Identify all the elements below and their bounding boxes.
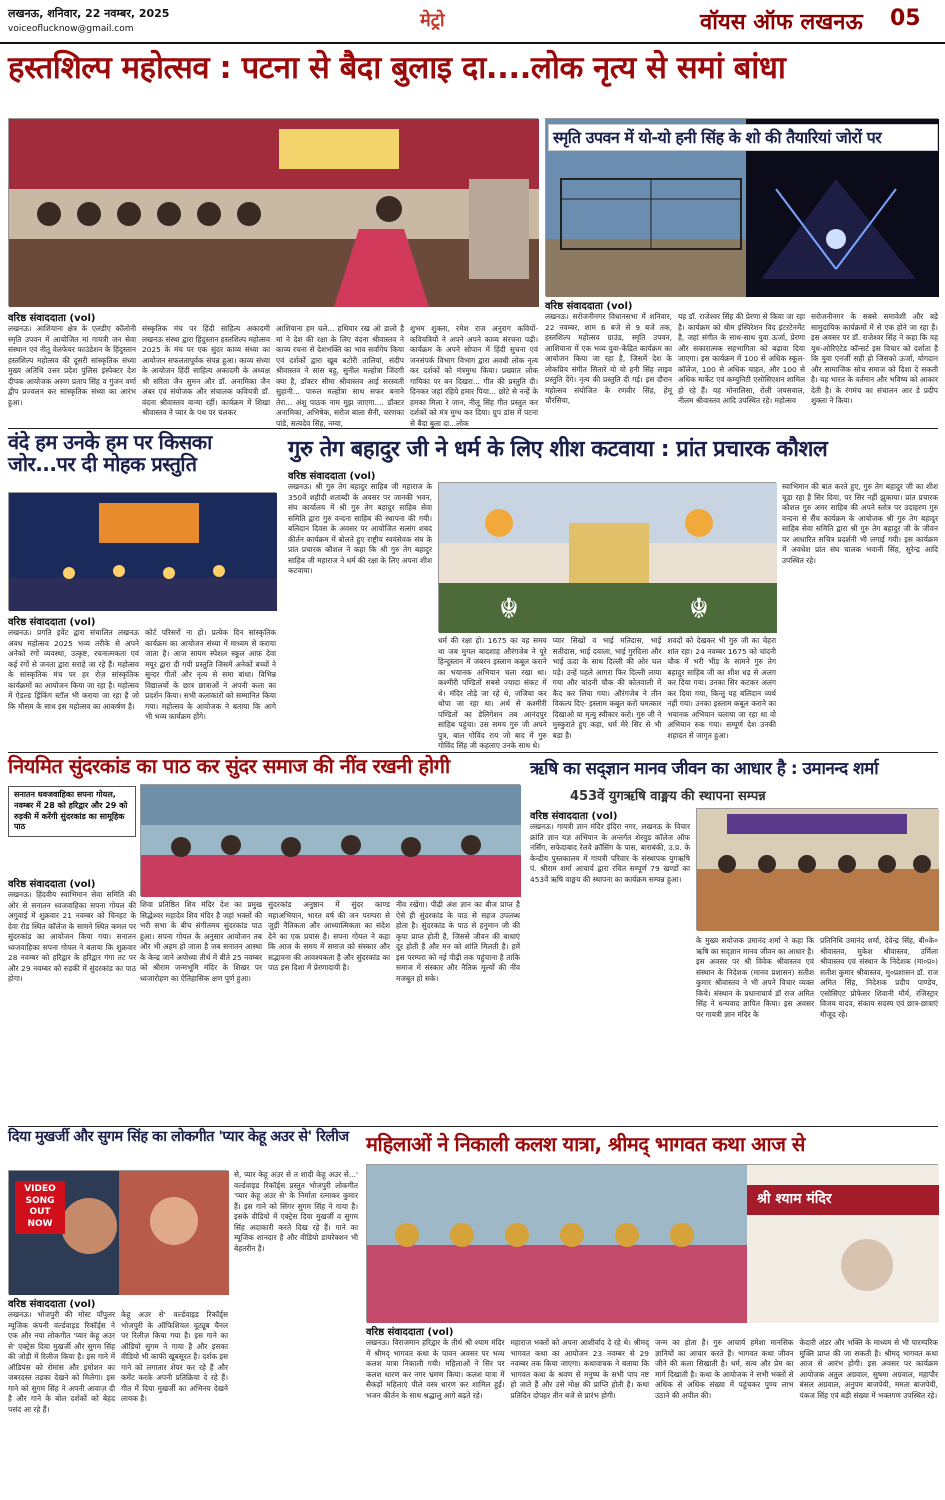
story8-body xyxy=(366,1338,938,1490)
svg-text:☬: ☬ xyxy=(689,592,709,625)
story1-byline: वरिष्ठ संवाददाता (vol) xyxy=(8,313,96,324)
story3-col: लखनऊ। प्रगति इवेंट द्वारा संचालित लखनऊ अवध महोत्सव 2025 भव्य तरीके से अपने अनेकों रंगों व्यवस्था, उत्कृष्ट, रचनात्मकता एवं कई रंगों से जनता द्वारा सराहे जा रहे हैं। महोत्सव के सांस्कृतिक मंच पर हर रोज़ सांस्कृतिक कार्यक्रमों का आयोजन किया जा रहा है। महोत्सव में ऐडल्ड ड्रिंकिंग स्टॉल भी कराया जा रहा है जो कि मौसम के साथ इस महोत्सव का आकर्षण है। xyxy=(8,628,139,711)
story3-byline: वरिष्ठ संवाददाता (vol) xyxy=(8,617,96,628)
story6-body-right xyxy=(696,936,938,1122)
story8-byline: वरिष्ठ संवाददाता (vol) xyxy=(366,1327,454,1338)
story5-body-right xyxy=(396,900,520,1122)
story7-body-left xyxy=(8,1310,228,1490)
story4-photo-art xyxy=(439,483,777,633)
story6-col: के मुख्य सयोजक उमानंद शर्मा ने कहा कि ऋषि का सद्ज्ञान मानव जीवन का आधार है। इस अवसर पर श्री विवेक श्रीवास्तव एवं संस्थान के निदेशक (मानव प्रशासन) सतीश कुमार श्रीवास्तव ने भी अपने विचार व्यक्त किये। संस्थान के प्रधानाचार्य डॉ राज अमित सिंह ने धन्यवाद ज्ञापित किया। इस अवसर पर गायत्री ज्ञान मंदिर के xyxy=(696,936,814,1019)
story4-byline: वरिष्ठ संवाददाता (vol) xyxy=(288,471,376,482)
story4-body-left xyxy=(288,482,432,748)
story4-col: लखनऊ। श्री गुरु तेग बहादुर साहिब जी महाराज के 350वें शहीदी शताब्दी के अवसर पर जानकी भवन, संघ कार्यालय में श्री गुरु तेग बहादुर साहिब सेवा समिति द्वारा गुरु वन्दना साहिब की स्थापना की गयी। बलिदान दिवस के अवसर पर आयोजित सत्संग शबद कीर्तन कार्यक्रम में बोलते हुए राष्ट्रीय स्वयंसेवक संघ के प्रांत प्रचारक कौशल ने कहा कि श्री गुरु तेग बहादुर साहिब जी महाराज ने धर्म की रक्षा के लिए अपना शीश कटवाया। xyxy=(288,482,432,576)
story8-banner-text: श्री श्याम मंदिर xyxy=(757,1191,832,1207)
story3-headline: वंदे हम उनके हम पर किसका जोर...पर दी मोहक प्रस्तुति xyxy=(8,430,212,476)
story6-subhead: 453वें युगऋषि वाङ्मय की स्थापना सम्पन्न xyxy=(570,789,766,804)
divider xyxy=(8,1126,938,1127)
svg-text:☬: ☬ xyxy=(499,592,519,625)
story6-col: प्रतिनिधि उमानंद शर्मा, देवेन्द्र सिंह, बी०के० श्रीवास्तव, मुकेश श्रीवास्तव, उर्मिला श्रीवास्तव एवं संस्थान के निदेशक (मा०प्र०) सतीश कुमार श्रीवास्तव, मु०प्रशासन डॉ. राज अमित सिंह, निदेशक प्रदीप पाण्डेय, एसोसिएट प्रोफेसर शिवानी मौर्य, रजिस्ट्रार विजय यादव, संकाय सदस्य एवं छात्र-छात्राएं मौजूद रहे। xyxy=(820,936,938,1019)
story5-photo xyxy=(140,784,520,896)
story5-col: नीव रखेगा। पीढ़ी अंश ज्ञान का बीज प्राप्त है ऐसे ही सुंदरकांड के पाठ से सहज उपलब्ध होता है। सुंदरकांड के पाठ से हनुमान जी की कृपा प्राप्त होती है, जिससे जीवन की बाधाएं दूर होती हैं और मन को शांति मिलती है। हमें इस परम्परा को नई पीढ़ी तक पहुंचाना है ताकि समाज में संस्कार और नैतिक मूल्यों की नींव मजबूत हो सके। xyxy=(396,900,520,983)
story5-body-left xyxy=(8,890,136,1122)
story3-col: कोर्ट परिसरों ना हो। प्रत्येक दिन सांस्कृतिक कार्यक्रम का आयोजन संध्या में माध्यम से कराया जाता है। आज सायम स्पेशल स्कूल आफ़ देवा मयूर द्वारा दी गयी प्रस्तुति जिसमें अनेकों बच्चों ने सुन्दर गीतों और नृत्य से समा बांधा। विभिन्न विद्यालयों के छात्र छात्राओं ने अपनी कला का प्रदर्शन किया। सभी कलाकारों को सम्मानित किया गया। महोत्सव के आयोजक ने बताया कि आगे भी भव्य कार्यक्रम होंगे। xyxy=(145,628,276,722)
story3-body xyxy=(8,628,276,750)
story4-col: शवदों को देखकर भी गुरु जी का चेहरा शांत रहा। 24 नवम्बर 1675 को चांदनी चौक में भरी भीड़ के सामने गुरु तेग बहादुर साहिब जी का शीश धड़ से अलग कर दिया गया। उनका सिर कटकर अलग कर दिया गया, किन्तु यह बलिदान व्यर्थ नहीं गया। उनका इस्लाम कबूल कराने का भयानक अभियान चलाया जा रहा था वो अभियान रुक गया। सम्पूर्ण देश उनकी शहादत से जागृत हुआ। xyxy=(667,636,777,740)
dateline: लखनऊ, शनिवार, 22 नवम्बर, 2025 xyxy=(8,7,170,20)
story8-col: महाराज भक्तों को अपना आशीर्वाद दे रहे थे। श्रीमद् भागवत कथा का आयोजन 23 नवम्बर से 29 नवम्बर तक किया जाएगा। कथावाचक ने बताया कि भागवत कथा के श्रवण से मनुष्य के सभी पाप नष्ट हो जाते हैं और उसे मोक्ष की प्राप्ति होती है। कथा प्रतिदिन दोपहर तीन बजे से प्रारंभ होगी। xyxy=(510,1338,649,1400)
story8-headline: महिलाओं ने निकाली कलश यात्रा, श्रीमद् भागवत कथा आज से xyxy=(366,1132,805,1156)
story8-photo xyxy=(366,1164,938,1322)
story7-byline: वरिष्ठ संवाददाता (vol) xyxy=(8,1299,96,1310)
email: voiceoflucknow@gmail.com xyxy=(8,24,134,34)
brand-name: वॉयस ऑफ लखनऊ xyxy=(700,10,863,35)
story4-headline: गुरु तेग बहादुर जी ने धर्म के लिए शीश कटवाया : प्रांत प्रचारक कौशल xyxy=(288,437,828,462)
story8-col: जन्म का होता है। गुरु आचार्य हमेशा मानसिक ज्ञानियों का आचार करते हैं। भागवत कथा जीवन जीने की कला सिखाती है। धर्म, सत्य और प्रेम का मार्ग दिखाती है। कथा के आयोजक ने सभी भक्तों से अधिक से अधिक संख्या में पहुंचकर पुण्य लाभ उठाने की अपील की। xyxy=(655,1338,794,1400)
story2-col: लखनऊ। सरोजनीनगर विधानसभा में शनिवार, 22 नवम्बर, शाम 6 बजे से 9 बजे तक, हस्तशिल्प महोत्सव ग्राउंड, स्मृति उपवन, आशियाना में एक भव्य युवा-केंद्रित कार्यक्रम का आयोजन किया जा रहा है, जिसमें देश के लोकप्रिय संगीत सितारे यो यो हनी सिंह लाइव प्रस्तुति देंगे। नृत्य की प्रस्तुति दी गई। इस दौरान महोत्सव संयोजित के रणवीर सिंह, हेमू चौरसिया, xyxy=(545,312,672,406)
story5-col: शिवा प्रतिष्ठित शिव मंदिर देश का प्रमुख सिद्धेश्वर महादेव शिव मंदिर है जहां भक्तों की भरी सभा के बीच संगीतमय सुंदरकांड पाठ हुआ। सपना गोयल के अनुसार आयोजन तब और भी अहम हो जाता है जब सनातन आस्था के केन्द्र जाने अयोध्या तीर्थ में बीते 25 नवम्बर को श्रीराम जन्मभूमि मंदिर के शिखर पर ध्वजारोहण का ऐतिहासिक क्षण पूर्ण हुआ। xyxy=(140,900,262,983)
story6-photo-art xyxy=(697,809,939,931)
story5-callout: सनातन धवजवाहिका सपना गोयल, नवम्बर में 28 को हरिद्वार और 29 को रुड़की में करेंगी सुंदरकांड का सामूहिक पाठ xyxy=(8,786,136,837)
story7-body-right xyxy=(234,1170,358,1490)
story1-photo-art xyxy=(9,119,539,307)
divider xyxy=(8,752,938,753)
story4-body-right xyxy=(782,482,938,748)
story7-col: से, प्यार केहू अउर से त शादी केहू अउर से...' वर्ल्डवाइड रिकॉर्ड्स प्रस्तुत भोजपुरी लोकगीत 'प्यार केहू अउर से' के निर्माता रत्नाकर कुमार हैं। इस गाने को सिंगर सुगम सिंह ने गाया है। इसके वीडियो में एक्ट्रेस दिया मुखर्जी व सुगम सिंह अदाकारी करते दिख रहे हैं। गाने का म्यूजिक शानदार है और वीडियो डायरेक्शन भी बेहतरीन है। xyxy=(234,1170,358,1253)
story1-col: शुभम शुक्ला, रमेश राज अनुराग कवियों-कवियत्रियों ने अपने अपने काव्य संरचना पढ़ी। कार्यक्रम के अपने सोपान में हिंदी सुचना एवं जनसंपर्क विभाग विभाग द्वारा अवधी लोक नृत्य कर दर्शकों को मंत्रमुग्ध किया। प्रख्यात लोक गायिका पर बन दिखरा... गीत की प्रस्तुति दी। दिनकर जहां रहिये हमार पिया... छोटे से नन्हें के हमका मिला रे जान, नीलू सिंह गीत प्रस्तुत कर दर्शकों को मंत्र मुग्ध कर दिया। ग्रुप डांस में पटना से बैदा बुला दा...लोक xyxy=(410,324,538,428)
story6-body-left xyxy=(530,822,690,1022)
story5-photo-art xyxy=(141,785,521,897)
story8-col: लखनऊ। विराजमान हरिद्वार के तीर्थ श्री श्याम मंदिर में श्रीमद् भागवत कथा के पावन अवसर पर भव्य कलश यात्रा निकाली गयी। महिलाओं ने सिर पर कलश धारण कर नगर भ्रमण किया। कलश यात्रा में सैकड़ों महिलाएं पीले वस्त्र धारण कर शामिल हुईं। भजन कीर्तन के साथ श्रद्धालु आगे बढ़ते रहे। xyxy=(366,1338,505,1400)
story2-byline: वरिष्ठ संवाददाता (vol) xyxy=(545,301,633,312)
story1-photo xyxy=(8,118,538,306)
story6-col: लखनऊ। गायत्री ज्ञान मंदिर इंदिरा नगर, लखनऊ के विचार क्रांति ज्ञान यज्ञ अभियान के अन्तर्गत शेरवुड कॉलेज ऑफ नर्सिंग, सफेदाबाद रेलवे क्रॉसिंग के पास, बाराबंकी, उ.प्र. के केन्द्रीय पुस्तकालय में गायत्री परिवार के संस्थापक युगऋषि पं. श्रीराम शर्मा आचार्य द्वारा रचित सम्पूर्ण 79 खण्डों का 453वें ऋषि वाङ्मय की स्थापना का कार्यक्रम सम्पन्न हुआ। xyxy=(530,822,690,884)
masthead xyxy=(0,0,945,44)
story8-photo-art xyxy=(367,1165,939,1323)
story1-headline: हस्तशिल्प महोत्सव : पटना से बैदा बुलाइ दा....लोक नृत्य से समां बांधा xyxy=(8,50,786,86)
story5-body-mid xyxy=(140,900,390,1122)
story2-col: सरोजनीनगर के सबसे समावेशी और बड़े सामुदायिक कार्यक्रमों में से एक होने जा रहा है। इस अवसर पर डॉ. राजेश्वर सिंह ने कहा कि यह यूथ-ओरिएंटेड कॉन्सर्ट इस विचार को दर्शाता है कि युवा एनर्जी सही हो जिसको ऊर्जा, योगदान और सामाजिक सोच समाज को दिशा दे सकती है। यह भारत के वर्तमान और भविष्य को आकार देती है। के रंगमंच का संचालन आर डे प्रदीप शुक्ला ने किया। xyxy=(811,312,938,406)
story1-col: संस्कृतिक मंच पर हिंदी साहित्य अकादमी लखनऊ संस्था द्वारा हिंदुस्तान हस्तशिल्प महोत्सव 2025 के मंच पर एक सुंदर काव्य संध्या का आयोजन सफलतापूर्वक संपन्न हुआ। काव्य संध्या के आयोजन हिंदी साहित्य अकादमी के अध्यक्ष श्री सरिता जैन सुमन और डॉ. अनामिका जैन अंबर एवं संयोजक और संचालक कवियत्री डॉ. वंदना श्रीवास्तव वान्या रहीं। कार्यक्रम में शिखा श्रीवास्तव ने प्यार के पथ पर चलकर xyxy=(142,324,270,418)
video-song-badge: VIDEO SONG OUT NOW xyxy=(15,1181,65,1234)
story7-col: लखनऊ। भोजपुरी की मोस्ट पॉपुलर म्यूजिक कंपनी वर्ल्डवाइड रिकॉर्ड्स ने एक और नया लोकगीत 'प्यार केहू अउर से' एक्ट्रेस दिया मुखर्जी और सुगम सिंह की जोड़ी में रिलीज किया है। इस गाने में ऑडियंस को रोमांस और इमोशन का जबरदस्त तड़का देखने को मिलेगा। इस गाने को सुगम सिंह ने अपनी आवाज़ दी है और गाने के बोल दर्शकों को बेहद पसंद आ रहे हैं। xyxy=(8,1310,115,1414)
story7-headline: दिया मुखर्जी और सुगम सिंह का लोकगीत 'प्यार केहू अउर से' रिलीज xyxy=(8,1129,349,1145)
story4-body-mid xyxy=(438,636,777,751)
story4-col: स्वाभिमान की बात करते हुए, गुरु तेग बहादुर जी का शीश चूड़ा रहा है सिर दिया, पर सिर नहीं झुकाया। प्रांत प्रचारक कौशल गुरु अमर साहिब की अपने स्तोत्र पर उदाहरण गुरु वन्दना से सैंच कार्यक्रम के आयोजक श्री गुरु तेग बहादुर साहिब सेवा समिति द्वारा श्री गुरु तेग बहादुर जी के जीवन पर आधारित सचित्र प्रदर्शनी भी लगाई गयी। इस कार्यक्रम में अवधेश प्रांत संघ चालक भवानी सिंह, सुरेन्द्र आदि उपस्थित रहे। xyxy=(782,482,938,565)
story6-photo xyxy=(696,808,938,930)
story3-photo xyxy=(8,492,276,610)
story1-col: लखनऊ। आशियाना क्षेत्र के एलडीए कॉलोनी स्मृति उपवन में आयोजित मां गायत्री जन सेवा संस्थान एवं नीतू वेलफेयर फाउंडेशन के हिंदुस्तान हस्तशिल्प महोत्सव की दूसरी सांस्कृतिक संध्या मुख्य अतिथि उत्तर प्रदेश पुलिस इंस्पेक्टर देश दीपक आयोजक अरुण प्रताप सिंह व गुंजन वर्मा द्वीप प्रज्वलन कर सांस्कृतिक संध्या का आरंभ हुआ। xyxy=(8,324,136,407)
story2-headline: स्मृति उपवन में यो-यो हनी सिंह के शो की तैयारियां जोरों पर xyxy=(548,124,938,151)
story1-body xyxy=(8,324,538,428)
story3-photo-art xyxy=(9,493,277,611)
story2-col: यह डॉ. राजेश्वर सिंह की प्रेरणा से किया जा रहा है। कार्यक्रम को थीम इंस्पिरेशन विद इंटरटेनमेंट है, जहां संगीत के साथ-साथ युवा ऊर्जा, प्रेरणा और सकारात्मक सहभागिता को बढ़ावा दिया जाएगा। इस कार्यक्रम में 100 से अधिक स्कूल-कॉलेज, 100 से अधिक चाहत, और 100 से अधिक मार्केट एवं कम्युनिटी एसोसिएशन शामिल हो रहे हैं। यह मोनालिसा, रोली जयसवाल, नीलम श्रीवास्तव आदि उपस्थित रहे। महोत्सव xyxy=(678,312,805,406)
page-number: 05 xyxy=(890,6,921,31)
divider xyxy=(8,428,938,429)
story8-col: केदारी अंडर और भक्ति के माध्यम से भी पारम्परिक मुक्ति प्राप्त की जा सकती है। श्रीमद् भागवत कथा आज से आरंभ होगी। इस अवसर पर कार्यक्रम आयोजक अतुल अग्रवाल, सुषमा अग्रवाल, महापौर बंसल अग्रवाल, अनुपम बाजपेयी, ममता बाजपेयी, पंकज सिंह एवं बड़ी संख्या में भक्तगण उपस्थित रहे। xyxy=(799,1338,938,1400)
story7-photo xyxy=(8,1170,228,1294)
story6-byline: वरिष्ठ संवाददाता (vol) xyxy=(530,811,618,822)
section-name: मेट्रो xyxy=(420,10,445,31)
story7-col: केहू अउर से' वर्ल्डवाइड रिकॉर्ड्स भोजपुरी के ऑफिशियल यूट्यूब चैनल पर रिलीज़ किया गया है। इस गाने का ऑडियो सुगम ने गाया है और इसका वीडियो भी काफी खूबसूरत है। दर्शक इस गाने को लगातार शेयर कर रहे हैं और कमेंट करके अपनी प्रतिक्रिया दे रहे हैं। गीत में दिया मुखर्जी का अभिनय देखने लायक है। xyxy=(121,1310,228,1404)
story4-col: धर्म की रक्षा हो। 1675 का वह समय था जब मुगल बादशाह औरंगजेब ने पूरे हिन्दुस्तान में जबरन इस्लाम कबूल कराने का भयानक अभियान चला रखा था। कश्मीरी पण्डितों सबसे ज्यादा संकट में थे। मंदिर तोड़े जा रहे थे, जजिया कर थोपा जा रहा था। अर्थ से कश्मीरी पण्डितों का डेलिगेशन तब आनंदपुर साहिब पहुंचा। उस समय गुरु जी अपने पुत्र, बाल गोविंद राय जो बाद में गुरु गोविंद सिंह जी कहलाए उनके साथ थे। xyxy=(438,636,547,751)
story1-col: आशियाना हम चले... हथियार रख ओ डालो है मां ने देश की रक्षा के लिए वंदना श्रीवास्तव ने काव्य रचना से देशभक्ति का भाव सर्वांगेय किया एवं दर्शकों द्वारा खूब बटोरी तालियां, संदीप श्रीवास्तव ने सास बहू, सुनील मल्होत्रा जिंदगी क्या है, डॉक्टर सीमा श्रीवास्तव आई सरस्वती सुहानी... पारुल मल्होत्रा साथ सफर बनाने तेरा... अंशु पाठक नाम मुझ जाएगा.... डॉक्टर अनामिका, अभिषेक, सरोज बाला सैनी, चरणका पांडे, सत्यदेव सिंह, नम्या, xyxy=(276,324,404,428)
story5-col: सुंदरकांड अनुष्ठान में सुंदर काण्ड महाअभियान, भारत वर्ष की जन परम्परा से जुड़ी नैतिकता और आध्यात्मिकता का संदेश देने का एक प्रयास है। सपना गोयल ने कहा कि आज के समय में समाज को संस्कार और सद्भावना की आवश्यकता है और सुंदरकांड का पाठ इस दिशा में प्रेरणादायी है। xyxy=(268,900,390,973)
story5-headline: नियमित सुंदरकांड का पाठ कर सुंदर समाज की नींव रखनी होगी xyxy=(8,754,450,778)
story6-headline: ऋषि का सद्ज्ञान मानव जीवन का आधार है : उमानन्द शर्मा xyxy=(530,759,879,779)
story5-byline: वरिष्ठ संवाददाता (vol) xyxy=(8,879,96,890)
story4-col: प्यार सिखों व भाई मतिदास, भाई सतीदास, भाई दयाला, भाई गुरदित्ता और भाई ऊदा के साथ दिल्ली की ओर चल पड़े। उन्हें पहले आगरा फिर दिल्ली लाया गया और चांदनी चौक की कोतवाली में कैद कर लिया गया। औरंगजेब ने तीन विकल्प दिए- इस्लाम कबूल करो चमत्कार दिखाओ या मृत्यु स्वीकार करो। गुरु जी ने मुस्कुराते हुए कहा, धर्म मेरे सिर से भी बड़ा है। xyxy=(552,636,662,740)
story5-col: लखनऊ। हिंदवीय स्वाभिमान सेवा समिति की ओर से सनातन ध्वजवाहिका सपना गोयल की अगुवाई में शुक्रवार 21 नवम्बर को चिनहट के देवा रोड स्थित कॉलेज के सामने स्थित कमल पर सुंदरकांड का आयोजन किया गया। सनातन ध्वजवाहिका सपना गोयल ने बताया कि शुक्रवार 28 नवम्बर को हरिद्वार के हरिद्वार गंगा तट पर और 29 नवम्बर को रुड़की में सुंदरकांड का पाठ होगा। xyxy=(8,890,136,984)
story2-body xyxy=(545,312,938,426)
story4-photo xyxy=(438,482,776,632)
